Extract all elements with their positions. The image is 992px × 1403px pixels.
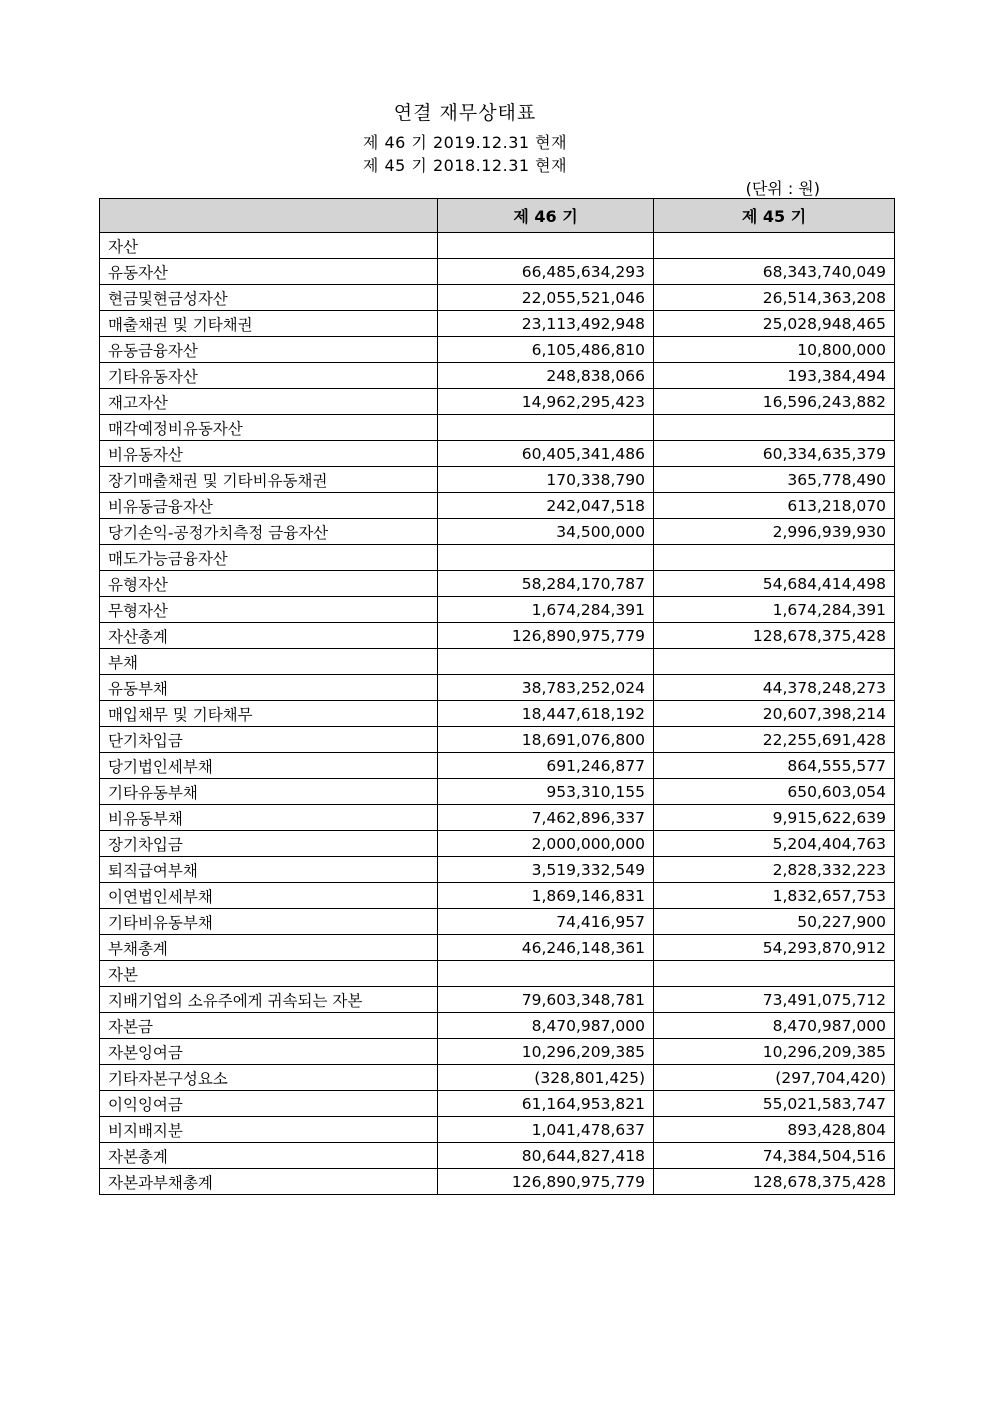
account-name: 이연법인세부채 bbox=[100, 883, 438, 909]
unit-label: (단위 : 원) bbox=[745, 179, 820, 198]
table-row bbox=[100, 805, 895, 831]
table-row bbox=[100, 493, 895, 519]
previous-period-amount: 22,255,691,428 bbox=[654, 727, 895, 753]
previous-period-amount: 44,378,248,273 bbox=[654, 675, 895, 701]
table-row bbox=[100, 415, 895, 441]
previous-period-amount: 5,204,404,763 bbox=[654, 831, 895, 857]
previous-period-amount: 25,028,948,465 bbox=[654, 311, 895, 337]
table-body bbox=[100, 233, 895, 1195]
previous-period-amount: 365,778,490 bbox=[654, 467, 895, 493]
table-row bbox=[100, 441, 895, 467]
account-name: 매출채권 및 기타채권 bbox=[100, 311, 438, 337]
account-name: 이익잉여금 bbox=[100, 1091, 438, 1117]
table-row bbox=[100, 857, 895, 883]
account-name: 자본잉여금 bbox=[100, 1039, 438, 1065]
current-period-amount: 79,603,348,781 bbox=[438, 987, 654, 1013]
table-row bbox=[100, 987, 895, 1013]
account-name: 기타비유동부채 bbox=[100, 909, 438, 935]
current-period-amount: 691,246,877 bbox=[438, 753, 654, 779]
previous-period-amount: 74,384,504,516 bbox=[654, 1143, 895, 1169]
header-current-period: 제 46 기 bbox=[438, 199, 654, 233]
table-row bbox=[100, 259, 895, 285]
previous-period-amount: 2,996,939,930 bbox=[654, 519, 895, 545]
table-row bbox=[100, 285, 895, 311]
previous-period-amount: 650,603,054 bbox=[654, 779, 895, 805]
table-row bbox=[100, 935, 895, 961]
current-period-amount: 242,047,518 bbox=[438, 493, 654, 519]
period-previous: 제 45 기 2018.12.31 현재 bbox=[362, 156, 568, 175]
table-row bbox=[100, 883, 895, 909]
table-row bbox=[100, 363, 895, 389]
current-period-amount: 61,164,953,821 bbox=[438, 1091, 654, 1117]
account-name: 비유동부채 bbox=[100, 805, 438, 831]
current-period-amount: 18,691,076,800 bbox=[438, 727, 654, 753]
previous-period-amount: 68,343,740,049 bbox=[654, 259, 895, 285]
account-name: 유동금융자산 bbox=[100, 337, 438, 363]
previous-period-amount: (297,704,420) bbox=[654, 1065, 895, 1091]
table-row bbox=[100, 1117, 895, 1143]
account-name: 장기차입금 bbox=[100, 831, 438, 857]
current-period-amount: 38,783,252,024 bbox=[438, 675, 654, 701]
header-account bbox=[100, 199, 438, 233]
previous-period-amount: 1,832,657,753 bbox=[654, 883, 895, 909]
balance-sheet-table bbox=[99, 198, 895, 1195]
table-row bbox=[100, 467, 895, 493]
table-row bbox=[100, 337, 895, 363]
table-row bbox=[100, 831, 895, 857]
current-period-amount: 170,338,790 bbox=[438, 467, 654, 493]
current-period-amount bbox=[438, 961, 654, 987]
table-row bbox=[100, 909, 895, 935]
account-name: 비유동자산 bbox=[100, 441, 438, 467]
account-name: 매각예정비유동자산 bbox=[100, 415, 438, 441]
previous-period-amount: 10,296,209,385 bbox=[654, 1039, 895, 1065]
current-period-amount: 18,447,618,192 bbox=[438, 701, 654, 727]
previous-period-amount: 50,227,900 bbox=[654, 909, 895, 935]
current-period-amount: 6,105,486,810 bbox=[438, 337, 654, 363]
current-period-amount: 23,113,492,948 bbox=[438, 311, 654, 337]
table-row bbox=[100, 753, 895, 779]
account-name: 무형자산 bbox=[100, 597, 438, 623]
table-row bbox=[100, 571, 895, 597]
account-name: 매도가능금융자산 bbox=[100, 545, 438, 571]
account-name: 자본금 bbox=[100, 1013, 438, 1039]
account-name: 자산 bbox=[100, 233, 438, 259]
account-name: 유동부채 bbox=[100, 675, 438, 701]
previous-period-amount bbox=[654, 649, 895, 675]
current-period-amount: 66,485,634,293 bbox=[438, 259, 654, 285]
table-row bbox=[100, 311, 895, 337]
table-row bbox=[100, 1169, 895, 1195]
previous-period-amount: 613,218,070 bbox=[654, 493, 895, 519]
account-name: 유동자산 bbox=[100, 259, 438, 285]
table-row bbox=[100, 519, 895, 545]
table-row bbox=[100, 1065, 895, 1091]
account-name: 자본 bbox=[100, 961, 438, 987]
table-row bbox=[100, 1143, 895, 1169]
current-period-amount: 2,000,000,000 bbox=[438, 831, 654, 857]
previous-period-amount: 54,684,414,498 bbox=[654, 571, 895, 597]
account-name: 자본총계 bbox=[100, 1143, 438, 1169]
account-name: 당기손익-공정가치측정 금융자산 bbox=[100, 519, 438, 545]
previous-period-amount: 55,021,583,747 bbox=[654, 1091, 895, 1117]
previous-period-amount: 16,596,243,882 bbox=[654, 389, 895, 415]
account-name: 자산총계 bbox=[100, 623, 438, 649]
account-name: 기타유동자산 bbox=[100, 363, 438, 389]
previous-period-amount: 26,514,363,208 bbox=[654, 285, 895, 311]
table-row bbox=[100, 727, 895, 753]
current-period-amount: 60,405,341,486 bbox=[438, 441, 654, 467]
current-period-amount: 22,055,521,046 bbox=[438, 285, 654, 311]
current-period-amount: 14,962,295,423 bbox=[438, 389, 654, 415]
current-period-amount: 1,041,478,637 bbox=[438, 1117, 654, 1143]
previous-period-amount: 2,828,332,223 bbox=[654, 857, 895, 883]
account-name: 자본과부채총계 bbox=[100, 1169, 438, 1195]
table-header-row bbox=[100, 199, 895, 233]
account-name: 매입채무 및 기타채무 bbox=[100, 701, 438, 727]
document-title: 연결 재무상태표 bbox=[393, 102, 537, 124]
table-row bbox=[100, 1091, 895, 1117]
account-name: 부채 bbox=[100, 649, 438, 675]
previous-period-amount: 1,674,284,391 bbox=[654, 597, 895, 623]
previous-period-amount: 8,470,987,000 bbox=[654, 1013, 895, 1039]
previous-period-amount: 20,607,398,214 bbox=[654, 701, 895, 727]
table-row bbox=[100, 701, 895, 727]
current-period-amount: 3,519,332,549 bbox=[438, 857, 654, 883]
current-period-amount: 248,838,066 bbox=[438, 363, 654, 389]
account-name: 재고자산 bbox=[100, 389, 438, 415]
current-period-amount bbox=[438, 649, 654, 675]
current-period-amount: 1,869,146,831 bbox=[438, 883, 654, 909]
previous-period-amount: 893,428,804 bbox=[654, 1117, 895, 1143]
current-period-amount: 8,470,987,000 bbox=[438, 1013, 654, 1039]
account-name: 기타유동부채 bbox=[100, 779, 438, 805]
account-name: 현금및현금성자산 bbox=[100, 285, 438, 311]
current-period-amount: 74,416,957 bbox=[438, 909, 654, 935]
previous-period-amount: 54,293,870,912 bbox=[654, 935, 895, 961]
table-row bbox=[100, 675, 895, 701]
table-row bbox=[100, 961, 895, 987]
current-period-amount bbox=[438, 545, 654, 571]
previous-period-amount: 128,678,375,428 bbox=[654, 1169, 895, 1195]
current-period-amount: 46,246,148,361 bbox=[438, 935, 654, 961]
previous-period-amount: 128,678,375,428 bbox=[654, 623, 895, 649]
account-name: 단기차입금 bbox=[100, 727, 438, 753]
current-period-amount: 953,310,155 bbox=[438, 779, 654, 805]
table-row bbox=[100, 389, 895, 415]
account-name: 비유동금융자산 bbox=[100, 493, 438, 519]
current-period-amount: 34,500,000 bbox=[438, 519, 654, 545]
previous-period-amount bbox=[654, 233, 895, 259]
account-name: 퇴직급여부채 bbox=[100, 857, 438, 883]
table-row bbox=[100, 623, 895, 649]
current-period-amount: 10,296,209,385 bbox=[438, 1039, 654, 1065]
header-previous-period: 제 45 기 bbox=[654, 199, 895, 233]
current-period-amount: 7,462,896,337 bbox=[438, 805, 654, 831]
account-name: 부채총계 bbox=[100, 935, 438, 961]
previous-period-amount: 193,384,494 bbox=[654, 363, 895, 389]
period-current: 제 46 기 2019.12.31 현재 bbox=[362, 133, 568, 152]
previous-period-amount: 73,491,075,712 bbox=[654, 987, 895, 1013]
previous-period-amount bbox=[654, 415, 895, 441]
account-name: 유형자산 bbox=[100, 571, 438, 597]
account-name: 당기법인세부채 bbox=[100, 753, 438, 779]
account-name: 장기매출채권 및 기타비유동채권 bbox=[100, 467, 438, 493]
current-period-amount: 1,674,284,391 bbox=[438, 597, 654, 623]
table-row bbox=[100, 233, 895, 259]
account-name: 지배기업의 소유주에게 귀속되는 자본 bbox=[100, 987, 438, 1013]
table-row bbox=[100, 1039, 895, 1065]
previous-period-amount: 9,915,622,639 bbox=[654, 805, 895, 831]
current-period-amount: (328,801,425) bbox=[438, 1065, 654, 1091]
table-row bbox=[100, 1013, 895, 1039]
table-row bbox=[100, 779, 895, 805]
current-period-amount: 80,644,827,418 bbox=[438, 1143, 654, 1169]
current-period-amount: 58,284,170,787 bbox=[438, 571, 654, 597]
previous-period-amount bbox=[654, 545, 895, 571]
account-name: 기타자본구성요소 bbox=[100, 1065, 438, 1091]
previous-period-amount: 60,334,635,379 bbox=[654, 441, 895, 467]
current-period-amount: 126,890,975,779 bbox=[438, 1169, 654, 1195]
table-row bbox=[100, 597, 895, 623]
current-period-amount bbox=[438, 233, 654, 259]
previous-period-amount: 10,800,000 bbox=[654, 337, 895, 363]
previous-period-amount: 864,555,577 bbox=[654, 753, 895, 779]
account-name: 비지배지분 bbox=[100, 1117, 438, 1143]
table-row bbox=[100, 545, 895, 571]
previous-period-amount bbox=[654, 961, 895, 987]
current-period-amount: 126,890,975,779 bbox=[438, 623, 654, 649]
current-period-amount bbox=[438, 415, 654, 441]
table-row bbox=[100, 649, 895, 675]
